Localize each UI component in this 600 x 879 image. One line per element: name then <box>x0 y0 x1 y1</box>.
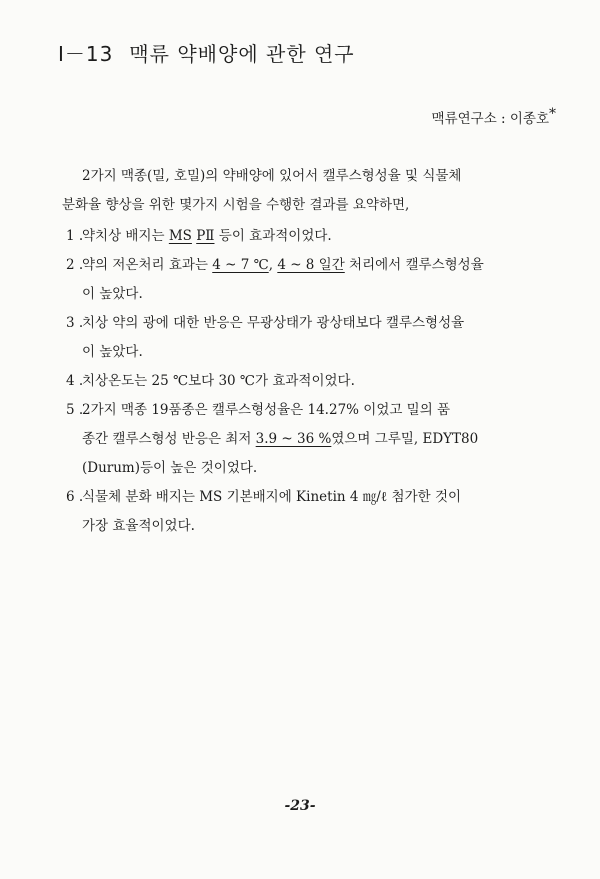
section-number: I－13 <box>58 42 114 66</box>
item-number: 4 . <box>66 373 84 389</box>
author-text: 맥류연구소 : 이종호 <box>431 111 549 127</box>
underlined-text: PⅡ <box>196 228 215 244</box>
item-text: 식물체 분화 배지는 MS 기본배지에 Kinetin 4 ㎎/ℓ 첨가한 것이 <box>82 489 462 505</box>
result-item-6 <box>66 483 566 541</box>
item-text: 약치상 배지는 <box>82 228 169 244</box>
item-continuation <box>82 425 566 454</box>
result-item-4 <box>66 367 566 396</box>
author-affiliation <box>432 106 556 127</box>
item-number: 6 . <box>66 489 84 505</box>
intro-paragraph <box>62 162 562 220</box>
page-number: -23- <box>284 798 316 814</box>
result-item-3 <box>66 309 566 367</box>
item-text: 등이 효과적이었다. <box>214 228 332 244</box>
item-text: , <box>268 257 278 273</box>
item-text: 치상온도는 25 ℃보다 30 ℃가 효과적이었다. <box>82 373 355 389</box>
underlined-text: MS <box>168 228 192 244</box>
underlined-text: 3.9 ~ 36 % <box>255 431 332 447</box>
results-list <box>66 222 566 541</box>
item-text: 2가지 맥종 19품종은 캘루스형성율은 14.27% 이었고 밀의 품 <box>82 402 451 418</box>
intro-line-2: 분화율 향상을 위한 몇가지 시험을 수행한 결과를 요약하면, <box>62 197 410 213</box>
item-number: 5 . <box>66 402 84 418</box>
item-number: 1 . <box>66 228 84 244</box>
underlined-text: 4 ~ 8 일간 <box>277 257 345 273</box>
section-title <box>58 38 355 67</box>
underlined-text: 4 ~ 7 ℃ <box>212 257 269 273</box>
item-number: 2 . <box>66 257 84 273</box>
item-number: 3 . <box>66 315 84 331</box>
result-item-5 <box>66 396 566 483</box>
item-text: 약의 저온처리 효과는 <box>82 257 213 273</box>
item-continuation: 이 높았다. <box>82 286 143 302</box>
item-text: 처리에서 캘루스형성율 <box>344 257 484 273</box>
author-footnote-mark: * <box>549 106 556 122</box>
item-continuation: (Durum)등이 높은 것이었다. <box>82 460 258 476</box>
result-item-2 <box>66 251 566 309</box>
item-text: 였으며 그루밀, EDYT80 <box>331 431 479 447</box>
title-text: 맥류 약배양에 관한 연구 <box>129 42 355 66</box>
item-text: 치상 약의 광에 대한 반응은 무광상태가 광상태보다 캘루스형성율 <box>82 315 465 331</box>
item-text: 종간 캘루스형성 반응은 최저 <box>82 431 256 447</box>
result-item-1 <box>66 222 566 251</box>
intro-line-1: 2가지 맥종(밀, 호밀)의 약배양에 있어서 캘루스형성율 및 식물체 <box>82 168 462 184</box>
item-continuation: 가장 효율적이었다. <box>82 518 195 534</box>
item-continuation: 이 높았다. <box>82 344 143 360</box>
